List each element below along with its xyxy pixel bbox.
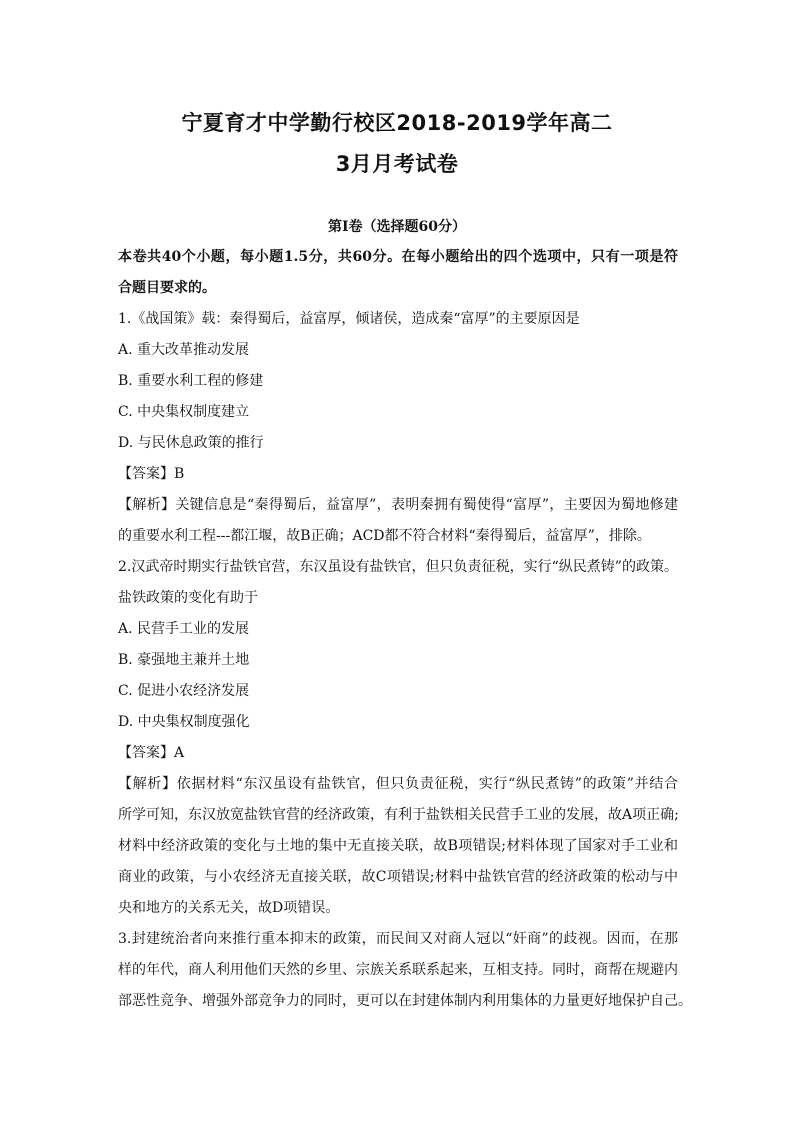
instructions-line: 本卷共40个小题，每小题1.5分，共60分。在每小题给出的四个选项中，只有一项是符 <box>118 249 678 265</box>
exam-title-line2: 3月月考试卷 <box>335 152 459 176</box>
analysis-line: 商业的政策，与小农经济无直接关联，故C项错误;材料中盐铁官营的经济政策的松动与中 <box>118 869 678 885</box>
question-stem: 部恶性竞争、增强外部竞争力的同时，更可以在封建体制内利用集体的力量更好地保护自己。 <box>118 993 692 1009</box>
option-c: C. 促进小农经济发展 <box>118 683 250 699</box>
question-3 <box>118 924 692 1017</box>
analysis-line: 【解析】关键信息是“秦得蜀后，益富厚”，表明秦拥有蜀使得“富厚”，主要因为蜀地修建 <box>118 497 678 513</box>
option-a: A. 重大改革推动发展 <box>118 342 250 358</box>
exam-title-line1: 宁夏育才中学勤行校区2018-2019学年高二 <box>181 111 613 135</box>
question-stem: 样的年代，商人利用他们天然的乡里、宗族关系联系起来，互相支持。同时，商帮在规避内 <box>118 962 678 978</box>
answer: 【答案】A <box>118 745 185 761</box>
option-c: C. 中央集权制度建立 <box>118 404 250 420</box>
analysis-line: 材料中经济政策的变化与土地的集中无直接关联，故B项错误;材料体现了国家对手工业和 <box>118 838 678 854</box>
analysis-line: 【解析】依据材料“东汉虽设有盐铁官，但只负责征税，实行“纵民煮铸”的政策”并结合 <box>118 776 678 792</box>
option-d: D. 中央集权制度强化 <box>118 714 250 730</box>
question-1 <box>118 304 678 552</box>
analysis-line: 央和地方的关系无关，故D项错误。 <box>118 900 340 916</box>
question-stem: 盐铁政策的变化有助于 <box>118 590 258 606</box>
option-d: D. 与民休息政策的推行 <box>118 435 264 451</box>
question-stem: 1.《战国策》载：秦得蜀后，益富厚，倾诸侯，造成秦“富厚”的主要原因是 <box>118 311 580 327</box>
question-2 <box>118 552 678 924</box>
analysis-line: 所学可知，东汉放宽盐铁官营的经济政策，有利于盐铁相关民营手工业的发展，故A项正确; <box>118 807 679 823</box>
answer: 【答案】B <box>118 466 185 482</box>
instructions-line: 合题目要求的。 <box>118 280 216 296</box>
exam-body <box>118 242 692 1017</box>
section-heading: 第Ⅰ卷（选择题60分） <box>327 219 467 235</box>
question-stem: 3.封建统治者向来推行重本抑末的政策，而民间又对商人冠以“奸商”的歧视。因而，在那 <box>118 931 678 947</box>
analysis-line: 的重要水利工程---都江堰，故B正确；ACD都不符合材料“秦得蜀后，益富厚”，排除。 <box>118 528 651 544</box>
question-stem: 2.汉武帝时期实行盐铁官营，东汉虽设有盐铁官，但只负责征税，实行“纵民煮铸”的政策。 <box>118 559 678 575</box>
option-a: A. 民营手工业的发展 <box>118 621 250 637</box>
option-b: B. 重要水利工程的修建 <box>118 373 264 389</box>
option-b: B. 豪强地主兼并土地 <box>118 652 250 668</box>
